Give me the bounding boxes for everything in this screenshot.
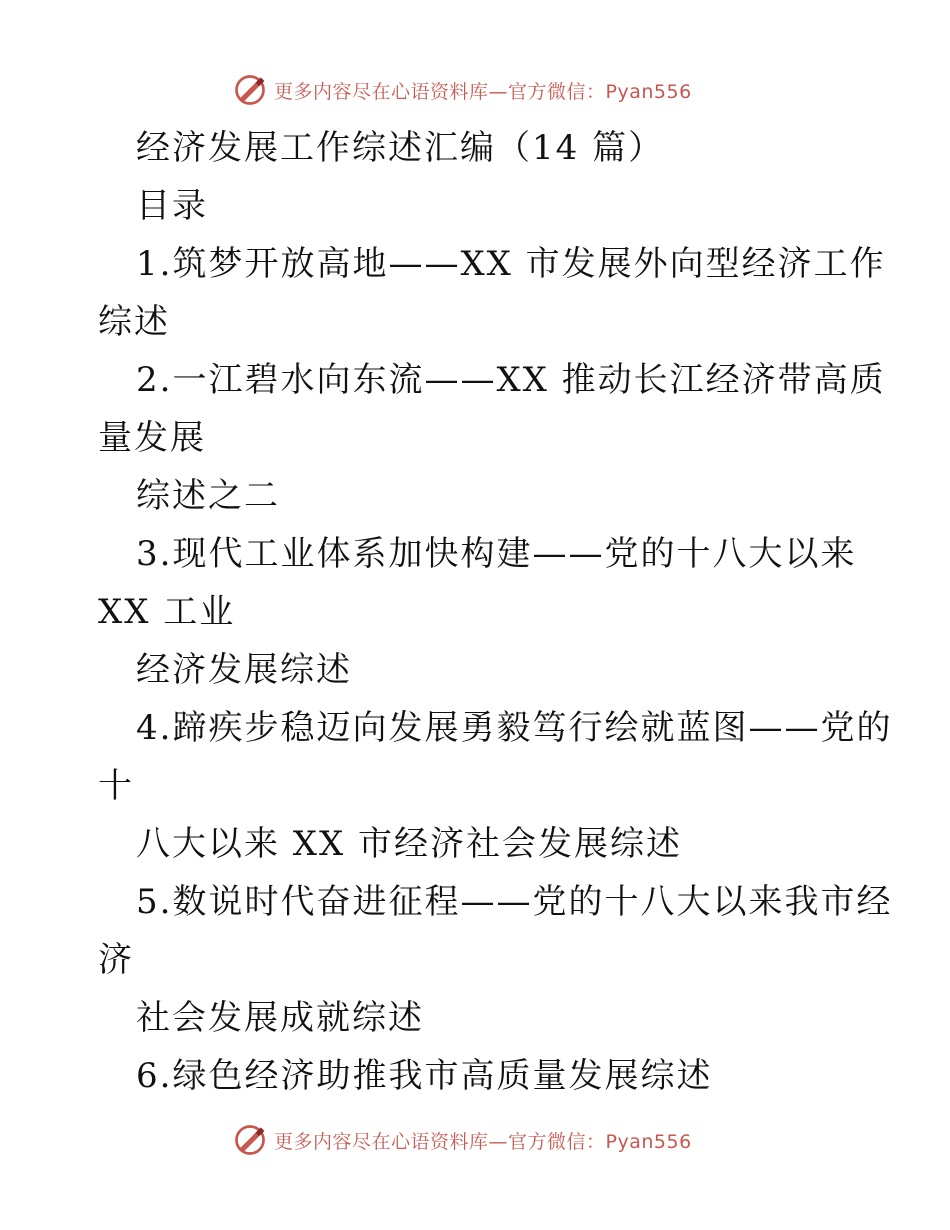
toc-line-11: 八大以来 XX 市经济社会发展综述 [136, 824, 683, 864]
toc-line-13: 济 [98, 940, 134, 980]
toc-line-9: 4.蹄疾步稳迈向发展勇毅笃行绘就蓝图——党的 [136, 708, 893, 748]
toc-line-5: 综述之二 [136, 476, 280, 516]
watermark-text: 更多内容尽在心语资料库—官方微信：Pyan556 [274, 1130, 692, 1153]
toc-line-3: 2.一江碧水向东流——XX 推动长江经济带高质 [136, 360, 886, 400]
toc-line-12: 5.数说时代奋进征程——党的十八大以来我市经 [136, 882, 893, 922]
toc-line-4: 量发展 [98, 418, 206, 458]
pen-logo-icon [232, 1122, 268, 1158]
toc-line-2: 综述 [98, 302, 170, 342]
toc-line-14: 社会发展成就综述 [136, 998, 424, 1038]
header-watermark [232, 70, 752, 110]
toc-line-8: 经济发展综述 [136, 650, 352, 690]
toc-line-6: 3.现代工业体系加快构建——党的十八大以来 [136, 534, 857, 574]
toc-line-10: 十 [98, 766, 134, 806]
toc-line-1: 1.筑梦开放高地——XX 市发展外向型经济工作 [136, 244, 886, 284]
document-title: 经济发展工作综述汇编（14 篇） [136, 128, 665, 168]
toc-line-15: 6.绿色经济助推我市高质量发展综述 [136, 1056, 713, 1096]
footer-watermark [232, 1120, 752, 1160]
toc-heading: 目录 [136, 186, 208, 226]
toc-line-7: XX 工业 [98, 592, 236, 632]
watermark-text: 更多内容尽在心语资料库—官方微信：Pyan556 [274, 80, 692, 103]
pen-logo-icon [232, 72, 268, 108]
